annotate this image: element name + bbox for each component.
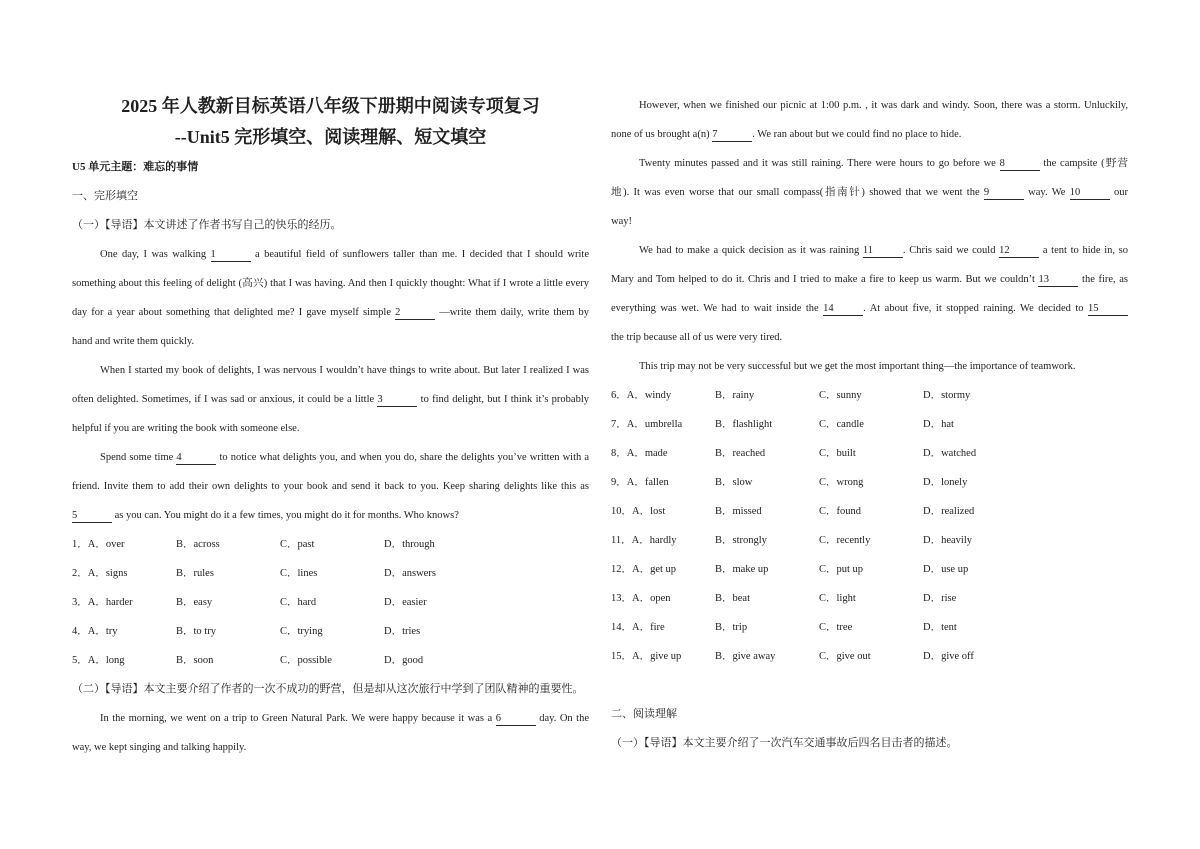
page-subtitle: --Unit5 完形填空、阅读理解、短文填空 bbox=[174, 127, 487, 147]
question-12-option-c: C．put up bbox=[819, 564, 864, 575]
question-row bbox=[611, 468, 1128, 497]
question-number: 10． bbox=[611, 506, 632, 517]
question-3-option-a: A．harder bbox=[87, 597, 133, 608]
passage-text: helpful if you are writing the book with someone else. bbox=[72, 423, 300, 434]
passage-text: none of us brought a(n) bbox=[611, 129, 713, 140]
option-cell bbox=[384, 559, 488, 588]
blank-12: 12 bbox=[999, 245, 1039, 258]
question-row bbox=[72, 559, 589, 588]
option-cell bbox=[715, 526, 819, 555]
question-row bbox=[611, 613, 1128, 642]
option-cell bbox=[280, 646, 384, 675]
blank-15: 15 bbox=[1088, 303, 1128, 316]
option-cell bbox=[384, 646, 488, 675]
page-title: 2025 年人教新目标英语八年级下册期中阅读专项复习 bbox=[121, 96, 540, 116]
blank-5: 5 bbox=[72, 510, 112, 523]
question-row bbox=[611, 497, 1128, 526]
question-9-option-d: D．lonely bbox=[923, 477, 968, 488]
question-2-option-b: B．rules bbox=[176, 568, 214, 579]
passage-text: Spend some time bbox=[100, 452, 177, 463]
question-14-option-a: A．fire bbox=[632, 622, 665, 633]
question-10-option-c: C．found bbox=[819, 506, 861, 517]
passage-text: a beautiful field of sunflowers taller than me. I decided that I should write bbox=[250, 249, 589, 260]
option-cell bbox=[715, 613, 819, 642]
question-row bbox=[72, 530, 589, 559]
option-cell bbox=[280, 559, 384, 588]
question-1-option-b: B．across bbox=[176, 539, 220, 550]
question-11-option-b: B．strongly bbox=[715, 535, 767, 546]
question-4-option-d: D．tries bbox=[384, 626, 421, 637]
unit-theme: U5 单元主题：难忘的事情 bbox=[72, 161, 199, 173]
option-cell bbox=[72, 559, 176, 588]
option-cell bbox=[280, 530, 384, 559]
question-7-option-a: A．umbrella bbox=[626, 419, 683, 430]
question-number: 12． bbox=[611, 564, 632, 575]
question-13-option-a: A．open bbox=[632, 593, 671, 604]
passage-text: day for a year about something that delighted me? I gave myself simple bbox=[72, 307, 396, 318]
option-cell bbox=[176, 530, 280, 559]
passage-text: our bbox=[1109, 187, 1128, 198]
question-15-option-b: B．give away bbox=[715, 651, 776, 662]
question-number: 2． bbox=[72, 568, 88, 579]
question-number: 8． bbox=[611, 448, 627, 459]
passage-intro: （二）【导语】本文主要介绍了作者的一次不成功的野营，但是却从这次旅行中学到了团队精神的重要性。 bbox=[72, 683, 584, 695]
question-row bbox=[611, 526, 1128, 555]
question-5-option-a: A．long bbox=[87, 655, 125, 666]
passage-line bbox=[72, 472, 589, 501]
question-2-option-a: A．signs bbox=[87, 568, 128, 579]
question-number: 11． bbox=[611, 535, 632, 546]
question-7-option-d: D．hat bbox=[923, 419, 954, 430]
question-11-option-d: D．heavily bbox=[923, 535, 972, 546]
passage-paragraph bbox=[72, 704, 589, 762]
question-6-option-a: A．windy bbox=[626, 390, 672, 401]
passage-line bbox=[72, 704, 589, 733]
passage-text: However, when we finished our picnic at 1:00 p.m. , it was dark and windy. Soon, there was a storm. Unluckily, bbox=[639, 100, 1128, 111]
question-row bbox=[72, 617, 589, 646]
question-number: 5． bbox=[72, 655, 88, 666]
option-cell bbox=[819, 468, 923, 497]
question-row bbox=[611, 642, 1128, 671]
option-cell bbox=[384, 530, 488, 559]
passage-line bbox=[611, 265, 1128, 294]
passage-text: One day, I was walking bbox=[100, 249, 211, 260]
blank-4: 4 bbox=[176, 452, 216, 465]
passage-text: way, we kept singing and talking happily. bbox=[72, 742, 247, 753]
question-list bbox=[611, 381, 1128, 671]
passage-text: everything was wet. We had to wait inside the bbox=[611, 303, 824, 314]
option-cell bbox=[715, 555, 819, 584]
passage-text: Twenty minutes passed and it was still raining. There were hours to go before we bbox=[639, 158, 1000, 169]
option-cell bbox=[611, 584, 715, 613]
option-cell bbox=[715, 381, 819, 410]
question-5-option-d: D．good bbox=[384, 655, 424, 666]
passage-text: way! bbox=[611, 216, 632, 227]
section-spacer bbox=[611, 671, 1128, 700]
option-cell bbox=[819, 584, 923, 613]
passage-intro: （一）【导语】本文讲述了作者书写自己的快乐的经历。 bbox=[72, 219, 342, 231]
passage-text: When I started my book of delights, I was nervous I wouldn’t have things to write about. But later I realized I was bbox=[100, 365, 589, 376]
option-cell bbox=[176, 646, 280, 675]
question-8-option-d: D．watched bbox=[923, 448, 977, 459]
option-cell bbox=[923, 381, 1027, 410]
option-cell bbox=[923, 497, 1027, 526]
question-9-option-c: C．wrong bbox=[819, 477, 864, 488]
question-row bbox=[611, 439, 1128, 468]
option-cell bbox=[611, 613, 715, 642]
passage-text: as you can. You might do it a few times, you might do it for months. Who knows? bbox=[112, 510, 459, 521]
option-cell bbox=[611, 555, 715, 584]
passage-line bbox=[72, 385, 589, 414]
question-number: 6． bbox=[611, 390, 627, 401]
passage-line bbox=[611, 149, 1128, 178]
option-cell bbox=[923, 410, 1027, 439]
passage-line bbox=[72, 414, 589, 443]
question-3-option-b: B．easy bbox=[176, 597, 213, 608]
option-cell bbox=[715, 642, 819, 671]
passage-text: often delighted. Sometimes, if I was sad or anxious, it could be a little bbox=[72, 394, 378, 405]
option-cell bbox=[176, 588, 280, 617]
option-cell bbox=[611, 381, 715, 410]
passage-text: to find delight, but I think it’s probably bbox=[417, 394, 589, 405]
blank-11: 11 bbox=[863, 245, 903, 258]
question-number: 15． bbox=[611, 651, 632, 662]
question-8-option-a: A．made bbox=[626, 448, 668, 459]
option-cell bbox=[611, 526, 715, 555]
passage-text: the campsite (野营 bbox=[1039, 158, 1128, 169]
question-15-option-d: D．give off bbox=[923, 651, 974, 662]
question-6-option-c: C．sunny bbox=[819, 390, 862, 401]
option-cell bbox=[715, 584, 819, 613]
passage-paragraph bbox=[611, 91, 1128, 149]
option-cell bbox=[280, 588, 384, 617]
question-12-option-b: B．make up bbox=[715, 564, 769, 575]
question-number: 14． bbox=[611, 622, 632, 633]
passage-text: . Chris said we could bbox=[902, 245, 1000, 256]
question-number: 9． bbox=[611, 477, 627, 488]
question-3-option-d: D．easier bbox=[384, 597, 427, 608]
option-cell bbox=[819, 439, 923, 468]
passage-line bbox=[611, 323, 1128, 352]
option-cell bbox=[611, 642, 715, 671]
option-cell bbox=[715, 410, 819, 439]
passage-text: to notice what delights you, and when you do, share the delights you’ve written with a bbox=[216, 452, 590, 463]
passage-text: a tent to hide in, so bbox=[1039, 245, 1129, 256]
section-heading-reading: 二、阅读理解 bbox=[611, 708, 677, 720]
option-cell bbox=[72, 530, 176, 559]
option-cell bbox=[923, 468, 1027, 497]
option-cell bbox=[611, 410, 715, 439]
passage-text: hand and write them quickly. bbox=[72, 336, 195, 347]
question-12-option-d: D．use up bbox=[923, 564, 969, 575]
passage-paragraph bbox=[611, 352, 1128, 381]
question-row bbox=[611, 410, 1128, 439]
option-cell bbox=[176, 617, 280, 646]
option-cell bbox=[923, 439, 1027, 468]
question-15-option-a: A．give up bbox=[632, 651, 682, 662]
passage-line bbox=[72, 327, 589, 356]
question-11-option-c: C．recently bbox=[819, 535, 871, 546]
question-2-option-c: C．lines bbox=[280, 568, 318, 579]
option-cell bbox=[819, 410, 923, 439]
question-number: 13． bbox=[611, 593, 632, 604]
blank-10: 10 bbox=[1070, 187, 1110, 200]
option-cell bbox=[715, 439, 819, 468]
right-column bbox=[611, 91, 1128, 758]
passage-line bbox=[72, 269, 589, 298]
passage-line bbox=[611, 91, 1128, 120]
blank-3: 3 bbox=[377, 394, 417, 407]
passage-text: way. We bbox=[1023, 187, 1070, 198]
question-4-option-a: A．try bbox=[87, 626, 118, 637]
question-7-option-b: B．flashlight bbox=[715, 419, 773, 430]
passage-line bbox=[611, 178, 1128, 207]
question-6-option-b: B．rainy bbox=[715, 390, 755, 401]
option-cell bbox=[923, 642, 1027, 671]
option-cell bbox=[819, 613, 923, 642]
passage-text: . At about five, it stopped raining. We decided to bbox=[863, 303, 1088, 314]
question-number: 7． bbox=[611, 419, 627, 430]
blank-13: 13 bbox=[1038, 274, 1078, 287]
option-cell bbox=[384, 588, 488, 617]
passage-line bbox=[72, 298, 589, 327]
passage-line bbox=[72, 443, 589, 472]
passage-line bbox=[611, 352, 1128, 381]
question-12-option-a: A．get up bbox=[632, 564, 677, 575]
question-number: 4． bbox=[72, 626, 88, 637]
passage-paragraph bbox=[72, 356, 589, 443]
question-8-option-c: C．built bbox=[819, 448, 856, 459]
blank-8: 8 bbox=[1000, 158, 1040, 171]
passage-text: friend. Invite them to add their own delights to your book and send it back to you. Keep sharing delights like this as bbox=[72, 481, 589, 492]
question-row bbox=[611, 584, 1128, 613]
option-cell bbox=[611, 439, 715, 468]
passage-text: In the morning, we went on a trip to Green Natural Park. We were happy because it was a bbox=[100, 713, 496, 724]
blank-7: 7 bbox=[712, 129, 752, 142]
option-cell bbox=[819, 555, 923, 584]
passage-line bbox=[72, 501, 589, 530]
option-cell bbox=[72, 617, 176, 646]
passage-text: This trip may not be very successful but we get the most important thing—the importance of teamwork. bbox=[639, 361, 1076, 372]
question-3-option-c: C．hard bbox=[280, 597, 317, 608]
passage-text: —write them daily, write them by bbox=[435, 307, 590, 318]
passage-paragraph bbox=[611, 149, 1128, 236]
option-cell bbox=[819, 642, 923, 671]
question-row bbox=[611, 555, 1128, 584]
question-9-option-b: B．slow bbox=[715, 477, 753, 488]
passage-text: day. On the bbox=[535, 713, 589, 724]
question-4-option-c: C．trying bbox=[280, 626, 323, 637]
question-10-option-b: B．missed bbox=[715, 506, 762, 517]
passage-paragraph bbox=[611, 236, 1128, 352]
question-list bbox=[72, 530, 589, 675]
question-1-option-c: C．past bbox=[280, 539, 315, 550]
question-1-option-a: A．over bbox=[87, 539, 125, 550]
question-number: 3． bbox=[72, 597, 88, 608]
blank-14: 14 bbox=[823, 303, 863, 316]
passage-text: We had to make a quick decision as it was raining bbox=[639, 245, 863, 256]
option-cell bbox=[819, 381, 923, 410]
option-cell bbox=[715, 497, 819, 526]
passage-line bbox=[72, 356, 589, 385]
question-13-option-b: B．beat bbox=[715, 593, 750, 604]
passage-paragraph bbox=[72, 240, 589, 356]
blank-1: 1 bbox=[211, 249, 251, 262]
blank-6: 6 bbox=[496, 713, 536, 726]
question-4-option-b: B．to try bbox=[176, 626, 216, 637]
question-5-option-b: B．soon bbox=[176, 655, 214, 666]
option-cell bbox=[819, 526, 923, 555]
question-11-option-a: A．hardly bbox=[631, 535, 677, 546]
passage-text: 地). It was even worse that our small compass(指南针) showed that we went the bbox=[611, 187, 984, 198]
question-14-option-d: D．tent bbox=[923, 622, 957, 633]
question-row bbox=[72, 646, 589, 675]
question-9-option-a: A．fallen bbox=[626, 477, 669, 488]
section-heading-cloze: 一、完形填空 bbox=[72, 190, 138, 202]
option-cell bbox=[923, 584, 1027, 613]
option-cell bbox=[923, 526, 1027, 555]
question-5-option-c: C．possible bbox=[280, 655, 332, 666]
question-2-option-d: D．answers bbox=[384, 568, 436, 579]
left-column bbox=[72, 91, 589, 762]
question-8-option-b: B．reached bbox=[715, 448, 766, 459]
option-cell bbox=[611, 497, 715, 526]
blank-9: 9 bbox=[984, 187, 1024, 200]
passage-text: Mary and Tom helped to do it. Chris and I tried to make a fire to keep us warm. But we couldn’t bbox=[611, 274, 1039, 285]
question-15-option-c: C．give out bbox=[819, 651, 871, 662]
option-cell bbox=[611, 468, 715, 497]
question-6-option-d: D．stormy bbox=[923, 390, 971, 401]
passage-line bbox=[611, 294, 1128, 323]
option-cell bbox=[72, 588, 176, 617]
question-row bbox=[72, 588, 589, 617]
passage-text: the fire, as bbox=[1078, 274, 1128, 285]
question-13-option-c: C．light bbox=[819, 593, 856, 604]
question-7-option-c: C．candle bbox=[819, 419, 864, 430]
passage-paragraph bbox=[72, 443, 589, 530]
option-cell bbox=[923, 555, 1027, 584]
option-cell bbox=[176, 559, 280, 588]
passage-text: . We ran about but we could find no place to hide. bbox=[752, 129, 962, 140]
option-cell bbox=[819, 497, 923, 526]
passage-line bbox=[72, 240, 589, 269]
question-row bbox=[611, 381, 1128, 410]
question-14-option-b: B．trip bbox=[715, 622, 748, 633]
passage-line bbox=[611, 236, 1128, 265]
passage-line bbox=[611, 120, 1128, 149]
question-number: 1． bbox=[72, 539, 88, 550]
question-14-option-c: C．tree bbox=[819, 622, 853, 633]
question-10-option-a: A．lost bbox=[632, 506, 666, 517]
question-10-option-d: D．realized bbox=[923, 506, 975, 517]
passage-line bbox=[72, 733, 589, 762]
blank-2: 2 bbox=[395, 307, 435, 320]
option-cell bbox=[384, 617, 488, 646]
option-cell bbox=[72, 646, 176, 675]
option-cell bbox=[280, 617, 384, 646]
passage-text: something about this feeling of delight (高兴) that I was having. And then I quickly thought: What if I wrote a little every bbox=[72, 278, 589, 289]
passage-intro: （一）【导语】本文主要介绍了一次汽车交通事故后四名目击者的描述。 bbox=[611, 737, 958, 749]
option-cell bbox=[923, 613, 1027, 642]
question-1-option-d: D．through bbox=[384, 539, 435, 550]
option-cell bbox=[715, 468, 819, 497]
question-13-option-d: D．rise bbox=[923, 593, 957, 604]
passage-text: the trip because all of us were very tired. bbox=[611, 332, 783, 343]
passage-line bbox=[611, 207, 1128, 236]
